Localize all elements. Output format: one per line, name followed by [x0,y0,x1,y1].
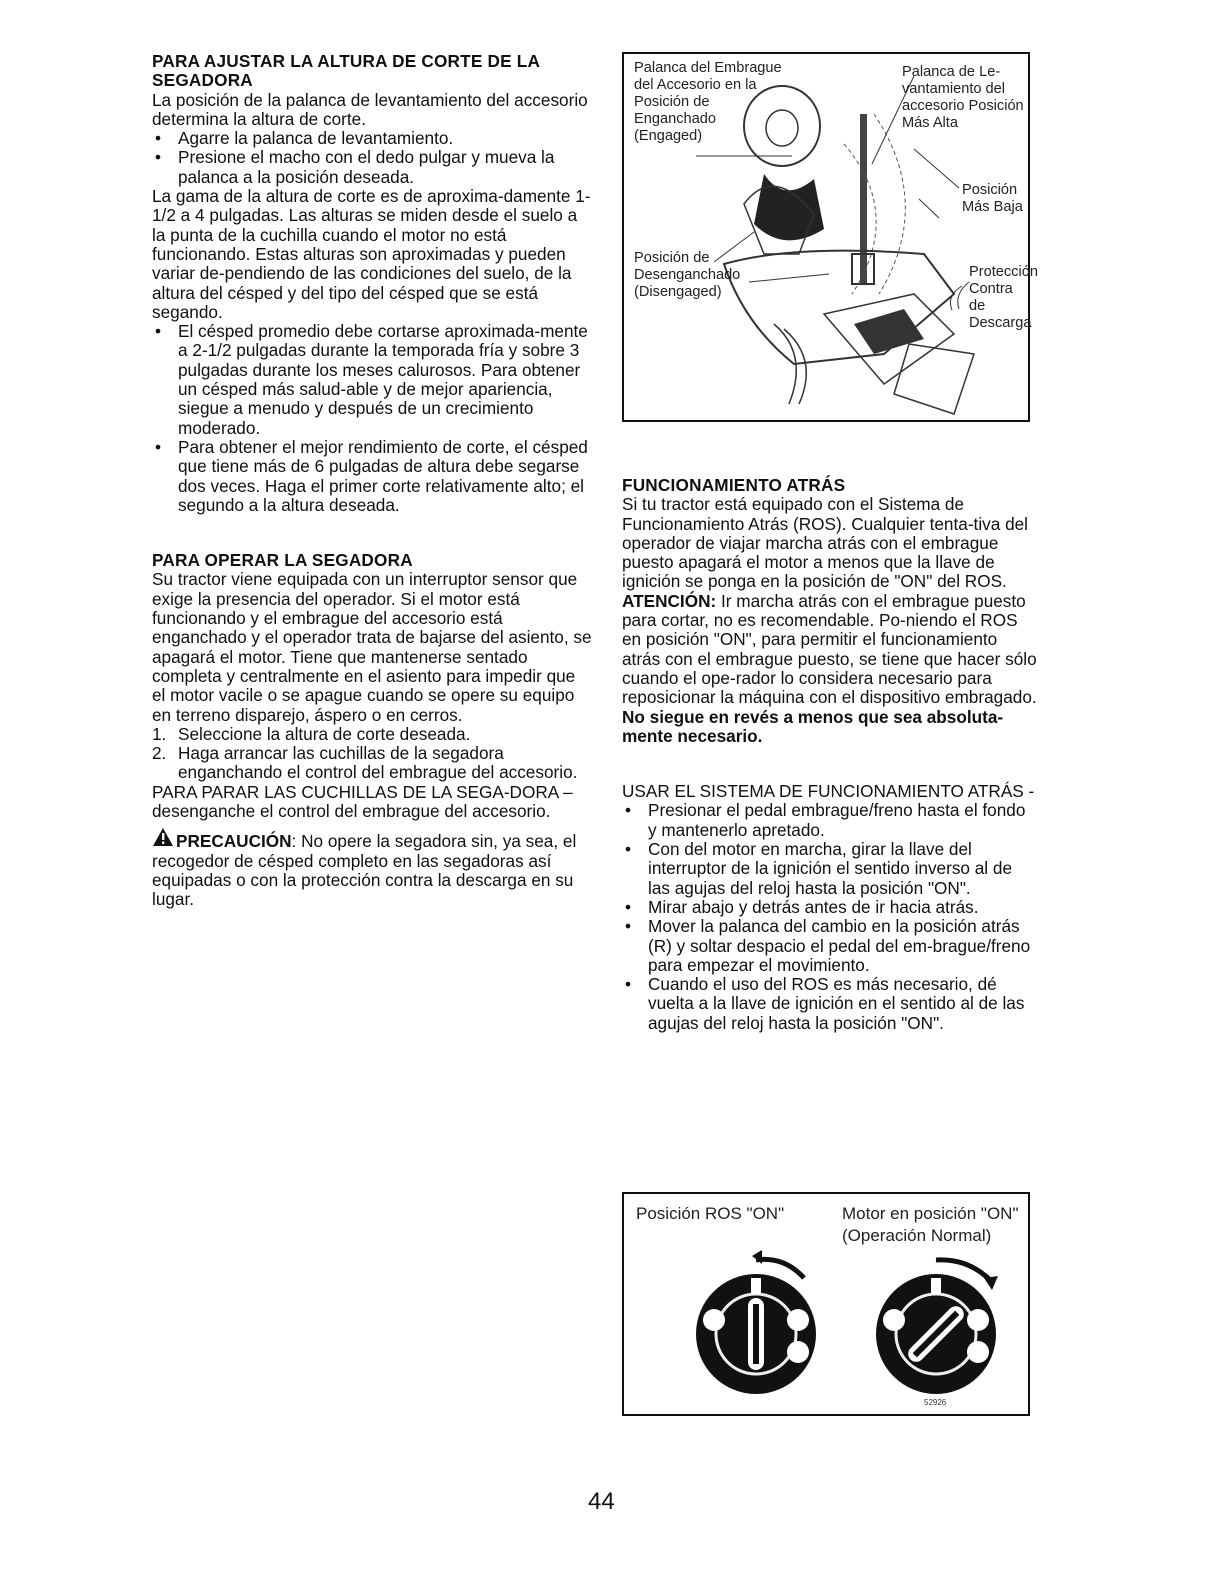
attention-label: ATENCIÓN: [622,590,717,611]
left-column [152,52,592,909]
heading-operate-mower: PARA OPERAR LA SEGADORA [152,550,413,571]
paragraph-ros-intro: Si tu tractor está equipado con el Sistema de Funcionamiento Atrás (ROS). Cualquier tenta-tiva del operador de viajar marcha atrás con el embrague puesto apagará el motor a menos que la llave de ignición se ponga en la posición de "ON" del ROS. [622,494,1029,592]
list-item: • Presione el macho con el dedo pulgar y mueva la palanca a la posición deseada. [152,148,592,187]
lift-lever-figure [622,52,1038,422]
list-item: • Mover la palanca del cambio en la posición atrás (R) y soltar despacio el pedal del em-brague/freno para empezar el movimiento. [622,917,1038,975]
step-item [152,744,592,783]
list-item: • El césped promedio debe cortarse aproximada-mente a 2-1/2 pulgadas durante la temporada fría y sobre 3 pulgadas durante los meses calurosos. Para obtener un césped más salud-able y de mejor apariencia, siegue a menudo y después de un crecimiento moderado. [152,322,592,438]
list-item: • Mirar abajo y detrás antes de ir hacia atrás. [622,898,1038,917]
caution-label: PRECAUCIÓN [176,831,292,852]
normal-operation-label: (Operación Normal) [842,1226,992,1245]
list-item: • Agarre la palanca de levantamiento. [152,129,592,148]
attention-bold-text: No siegue en revés a menos que sea absoluta-mente necesario. [622,706,1004,746]
bullet-list-grass [152,322,592,515]
engine-on-position-label: Motor en posición "ON" [842,1204,1019,1223]
discharge-guard-label: Protección Contra de Descarga [969,264,1038,331]
ros-usage-heading: USAR EL SISTEMA DE FUNCIONAMIENTO ATRÁS - [622,781,1035,802]
ros-on-position-label: Posición ROS "ON" [636,1204,785,1223]
caution-paragraph [152,827,592,909]
list-item: • Para obtener el mejor rendimiento de corte, el césped que tiene más de 6 pulgadas de altura debe segarse dos veces. Haga el primer corte relativamente alto; el segundo a la altura deseada. [152,438,592,515]
heading-reverse-operation: FUNCIONAMIENTO ATRÁS [622,475,846,495]
disengaged-position-label: Posición de Desenganchado (Disengaged) [634,250,741,300]
ignition-switch-figure [622,1192,1030,1416]
paragraph-stop-blades: PARA PARAR LAS CUCHILLAS DE LA SEGA-DORA – desenganche el control del embrague del accesorio. [152,781,573,821]
step-item [152,725,592,744]
step-text: Haga arrancar las cuchillas de la segadora enganchando el control del embrague del accesorio. [178,743,578,783]
paragraph-height-range: La gama de la altura de corte es de aproxima-damente 1-1/2 a 4 pulgadas. Las alturas se miden desde el suelo a la punta de la cuchilla cuando el motor no está funcionando. Estas alturas son aproximadas y pueden variar de-pendiendo de las condiciones del suelo, de la altura del césped y del tipo del césped que se está segando. [152,186,591,322]
caution-text: ya sea, el recogedor de césped completo en las segadoras así equipadas o con la protección contra la descarga en su lugar. [152,831,577,910]
ros-bullet-list [622,801,1038,1033]
list-item: • Presionar el pedal embrague/freno hasta el fondo y mantenerlo apretado. [622,801,1038,840]
attention-paragraph [622,592,1038,746]
right-column [622,52,1038,1033]
caution-first-line: : No opere la segadora sin, [291,831,498,852]
attention-text: Ir marcha atrás con el embrague puesto para cortar, no es recomendable. Po-niendo el ROS en posición "ON", para permitir el funcionamiento atrás con el embrague puesto, se tiene que hacer sólo cuando el ope-rador lo considera necesario para reposicionar la máquina con el dispositivo embragado. [622,590,1037,708]
lowest-position-label: Posición Más Baja [962,182,1023,215]
lift-lever-label: Palanca de Le-vantamiento del accesorio Posición Más Alta [902,64,1024,131]
page-number: 44 [588,1488,615,1515]
ignition-key-switches [624,1194,1028,1414]
heading-adjust-cut-height: PARA AJUSTAR LA ALTURA DE CORTE DE LA SEGADORA [152,51,540,91]
paragraph-operator-sensor: Su tractor viene equipada con un interruptor sensor que exige la presencia del operador. Si el motor está funcionando y el embrague del accesorio está enganchado y el operador trata de bajarse del asiento, se apagará el motor. Tiene que mantenerse sentado completa y centralmente en el asiento para impedir que el motor vacile o se apague cuando se opere su equipo en terreno disparejo, áspero o en cerros. [152,569,592,725]
step-number: 2. [152,743,167,764]
numbered-steps [152,725,592,783]
warning-triangle-icon [152,827,174,847]
step-text: Seleccione la altura de corte deseada. [178,723,471,744]
paragraph-lift-lever: La posición de la palanca de levantamiento del accesorio determina la altura de corte. [152,89,588,129]
step-number: 1. [152,723,167,744]
figure-code: 52926 [924,1398,947,1407]
clutch-lever-label: Palanca del Embrague del Accesorio en la Posición de Enganchado (Engaged) [634,60,782,144]
bullet-list-lever [152,129,592,187]
list-item: • Cuando el uso del ROS es más necesario, dé vuelta a la llave de ignición en el sentido al de las agujas del reloj hasta la posición "ON". [622,975,1038,1033]
list-item: • Con del motor en marcha, girar la llave del interruptor de la ignición el sentido inverso al de las agujas del reloj hasta la posición "ON". [622,840,1038,898]
ros-on-key-switch-icon [696,1250,816,1394]
engine-on-key-switch-icon [876,1260,998,1394]
